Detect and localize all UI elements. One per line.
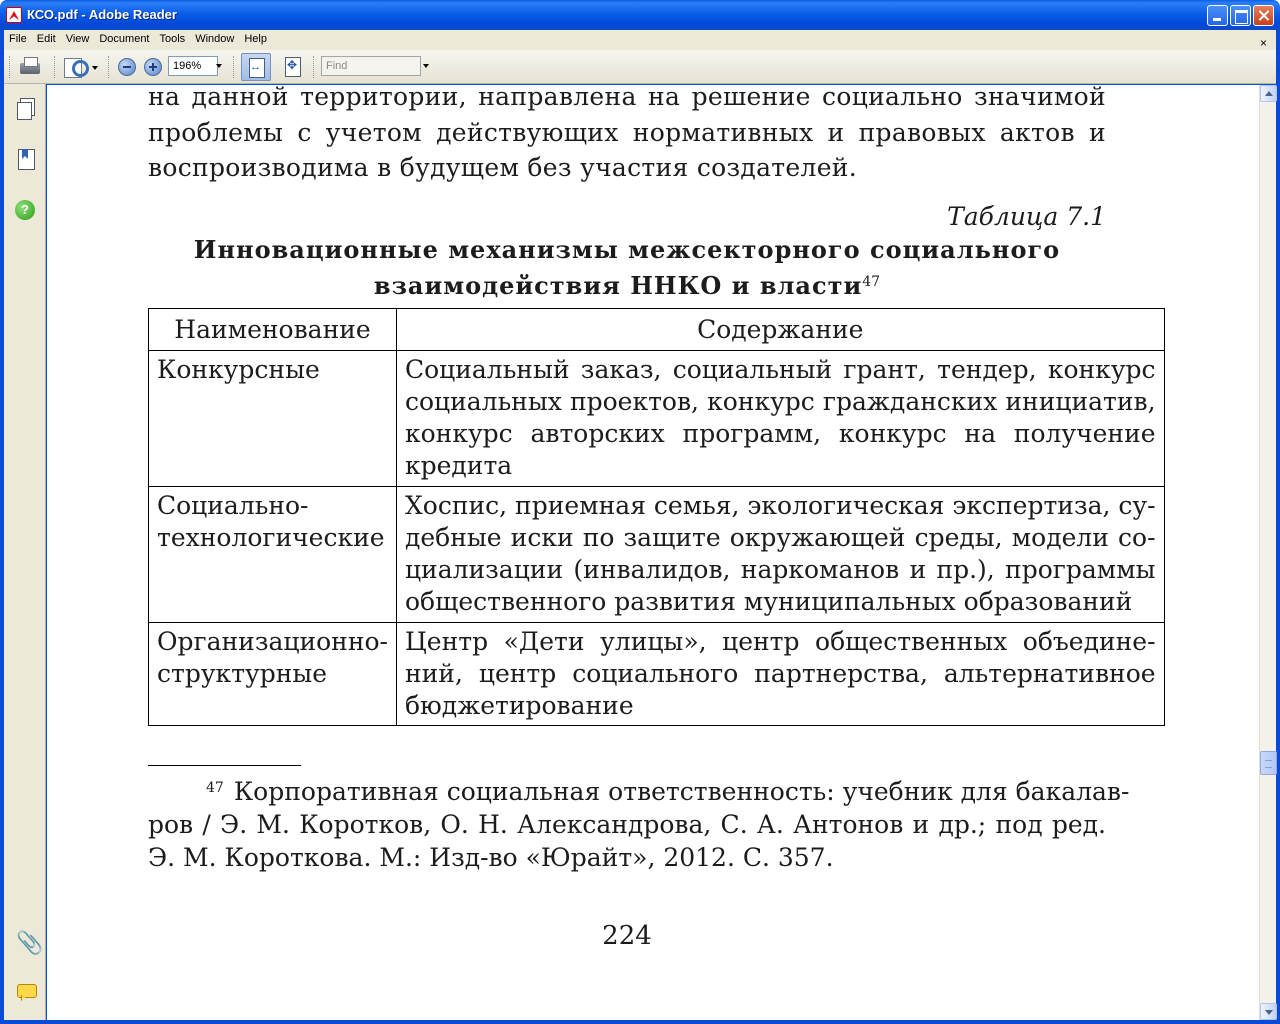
menu-window[interactable]: Window — [195, 33, 235, 45]
fit-page-button[interactable] — [281, 55, 305, 79]
cell-line: Организационно- — [157, 627, 388, 656]
cell-line: Социальный заказ, социальный грант, тендер, конкурс — [404, 355, 1156, 384]
cell-line: социальных проектов, конкурс гражданских инициатив, — [404, 387, 1156, 416]
table-row — [149, 487, 1165, 623]
table-title-line: Инновационные механизмы межсекторного социального — [193, 235, 1061, 264]
help-icon[interactable]: ? — [15, 200, 35, 220]
table-row — [149, 351, 1165, 487]
menu-edit[interactable]: Edit — [36, 33, 56, 45]
comments-icon[interactable] — [16, 982, 36, 1004]
column-header-content: Содержание — [396, 309, 1164, 351]
footnote-line: Э. М. Короткова. М.: Изд-во «Юрайт», 2012. С. 357. — [148, 843, 834, 872]
table-header-row — [149, 309, 1165, 351]
table-cell-name — [149, 351, 397, 487]
navigation-pane — [4, 84, 46, 1020]
cell-line: Конкурсные — [157, 355, 320, 384]
menu-tools[interactable]: Tools — [159, 33, 186, 45]
window-border-bottom — [0, 1020, 1280, 1024]
toolbar-grip[interactable] — [9, 56, 12, 78]
page-number: 224 — [602, 921, 652, 951]
menu-bar — [4, 30, 1276, 50]
table-title-text: взаимодействия ННКО и власти — [373, 271, 863, 300]
toolbar — [4, 50, 1276, 84]
cell-line: ний, центр социального партнерства, альтернативное — [404, 659, 1156, 688]
menu-file[interactable]: File — [9, 33, 27, 45]
footnote-line — [148, 772, 1130, 808]
menu-view[interactable]: View — [65, 33, 90, 45]
title-bar[interactable] — [0, 0, 1280, 30]
bookmarks-icon[interactable] — [16, 148, 36, 170]
menu-help[interactable]: Help — [244, 33, 267, 45]
cell-line: Центр «Дети улицы», центр общественных объедине- — [404, 627, 1156, 656]
cell-line: дебные иски по защите окружающей среды, модели со- — [404, 523, 1156, 552]
zoom-input[interactable]: 196% — [168, 56, 218, 76]
footnote-separator — [148, 765, 301, 766]
window-border-right — [1276, 30, 1280, 1024]
table-cell-content — [396, 623, 1164, 726]
search-dropdown-icon[interactable] — [92, 66, 98, 70]
footnote-number: 47 — [206, 780, 224, 796]
window-title: КСО.pdf - Adobe Reader — [27, 7, 177, 22]
attachments-icon[interactable]: 📎 — [16, 930, 44, 955]
find-dropdown-icon[interactable] — [423, 64, 429, 68]
table-cell-name — [149, 487, 397, 623]
document-viewport[interactable] — [47, 85, 1259, 1020]
table-title-line — [148, 266, 1106, 302]
table-caption: Таблица 7.1 — [947, 202, 1106, 231]
paragraph-line: на данной территории, направлена на решение социально значимой — [148, 85, 1106, 111]
cell-line: Хоспис, приемная семья, экологическая экспертиза, су- — [404, 491, 1156, 520]
footnote-reference: 47 — [862, 274, 881, 290]
cell-line: структурные — [157, 659, 328, 688]
footnote — [148, 772, 1130, 874]
footnote-text: Корпоративная социальная ответственность: учебник для бакалав- — [233, 777, 1130, 806]
cell-line: кредита — [404, 451, 513, 480]
minimize-button[interactable] — [1207, 5, 1228, 26]
paragraph-line: воспроизводима в будущем без участия создателей. — [148, 153, 858, 182]
paragraph-line: проблемы с учетом действующих нормативных и правовых актов и — [148, 117, 1106, 147]
menu-document[interactable]: Document — [99, 33, 150, 45]
footnote-line: ров / Э. М. Коротков, О. Н. Александрова, С. А. Антонов и др.; под ред. — [148, 810, 1106, 839]
scrollbar-thumb[interactable] — [1260, 751, 1277, 775]
cell-line: циализации (инвалидов, наркоманов и пр.), программы — [404, 555, 1156, 584]
mechanisms-table — [148, 308, 1165, 726]
scroll-up-button[interactable] — [1260, 85, 1277, 102]
toolbar-grip[interactable] — [313, 56, 316, 78]
table-cell-content — [396, 351, 1164, 487]
toolbar-grip[interactable] — [233, 56, 236, 78]
scroll-down-button[interactable] — [1260, 1003, 1277, 1020]
zoom-dropdown-icon[interactable] — [216, 64, 222, 68]
table-cell-name — [149, 623, 397, 726]
print-icon[interactable] — [17, 55, 45, 79]
fit-width-button[interactable] — [241, 53, 271, 81]
close-document-button[interactable]: × — [1259, 36, 1267, 50]
toolbar-grip[interactable] — [108, 56, 111, 78]
column-header-name: Наименование — [149, 309, 397, 351]
close-window-button[interactable] — [1253, 5, 1274, 26]
toolbar-grip[interactable] — [54, 56, 57, 78]
adobe-reader-icon — [6, 7, 22, 23]
cell-line: Социально- — [157, 491, 309, 520]
zoom-out-button[interactable] — [118, 58, 136, 76]
maximize-button[interactable] — [1230, 5, 1251, 26]
table-cell-content — [396, 487, 1164, 623]
cell-line: конкурс авторских программ, конкурс на получение — [404, 419, 1156, 448]
table-row — [149, 623, 1165, 726]
vertical-scrollbar[interactable] — [1259, 85, 1276, 1020]
cell-line: бюджетирование — [404, 691, 634, 720]
find-input[interactable]: Find — [321, 56, 421, 76]
zoom-in-button[interactable] — [144, 58, 162, 76]
cell-line: общественного развития муниципальных образований — [404, 587, 1133, 616]
cell-line: технологические — [157, 523, 385, 552]
body-paragraph — [148, 85, 1106, 186]
table-title — [148, 233, 1106, 302]
pages-icon[interactable] — [16, 98, 36, 120]
